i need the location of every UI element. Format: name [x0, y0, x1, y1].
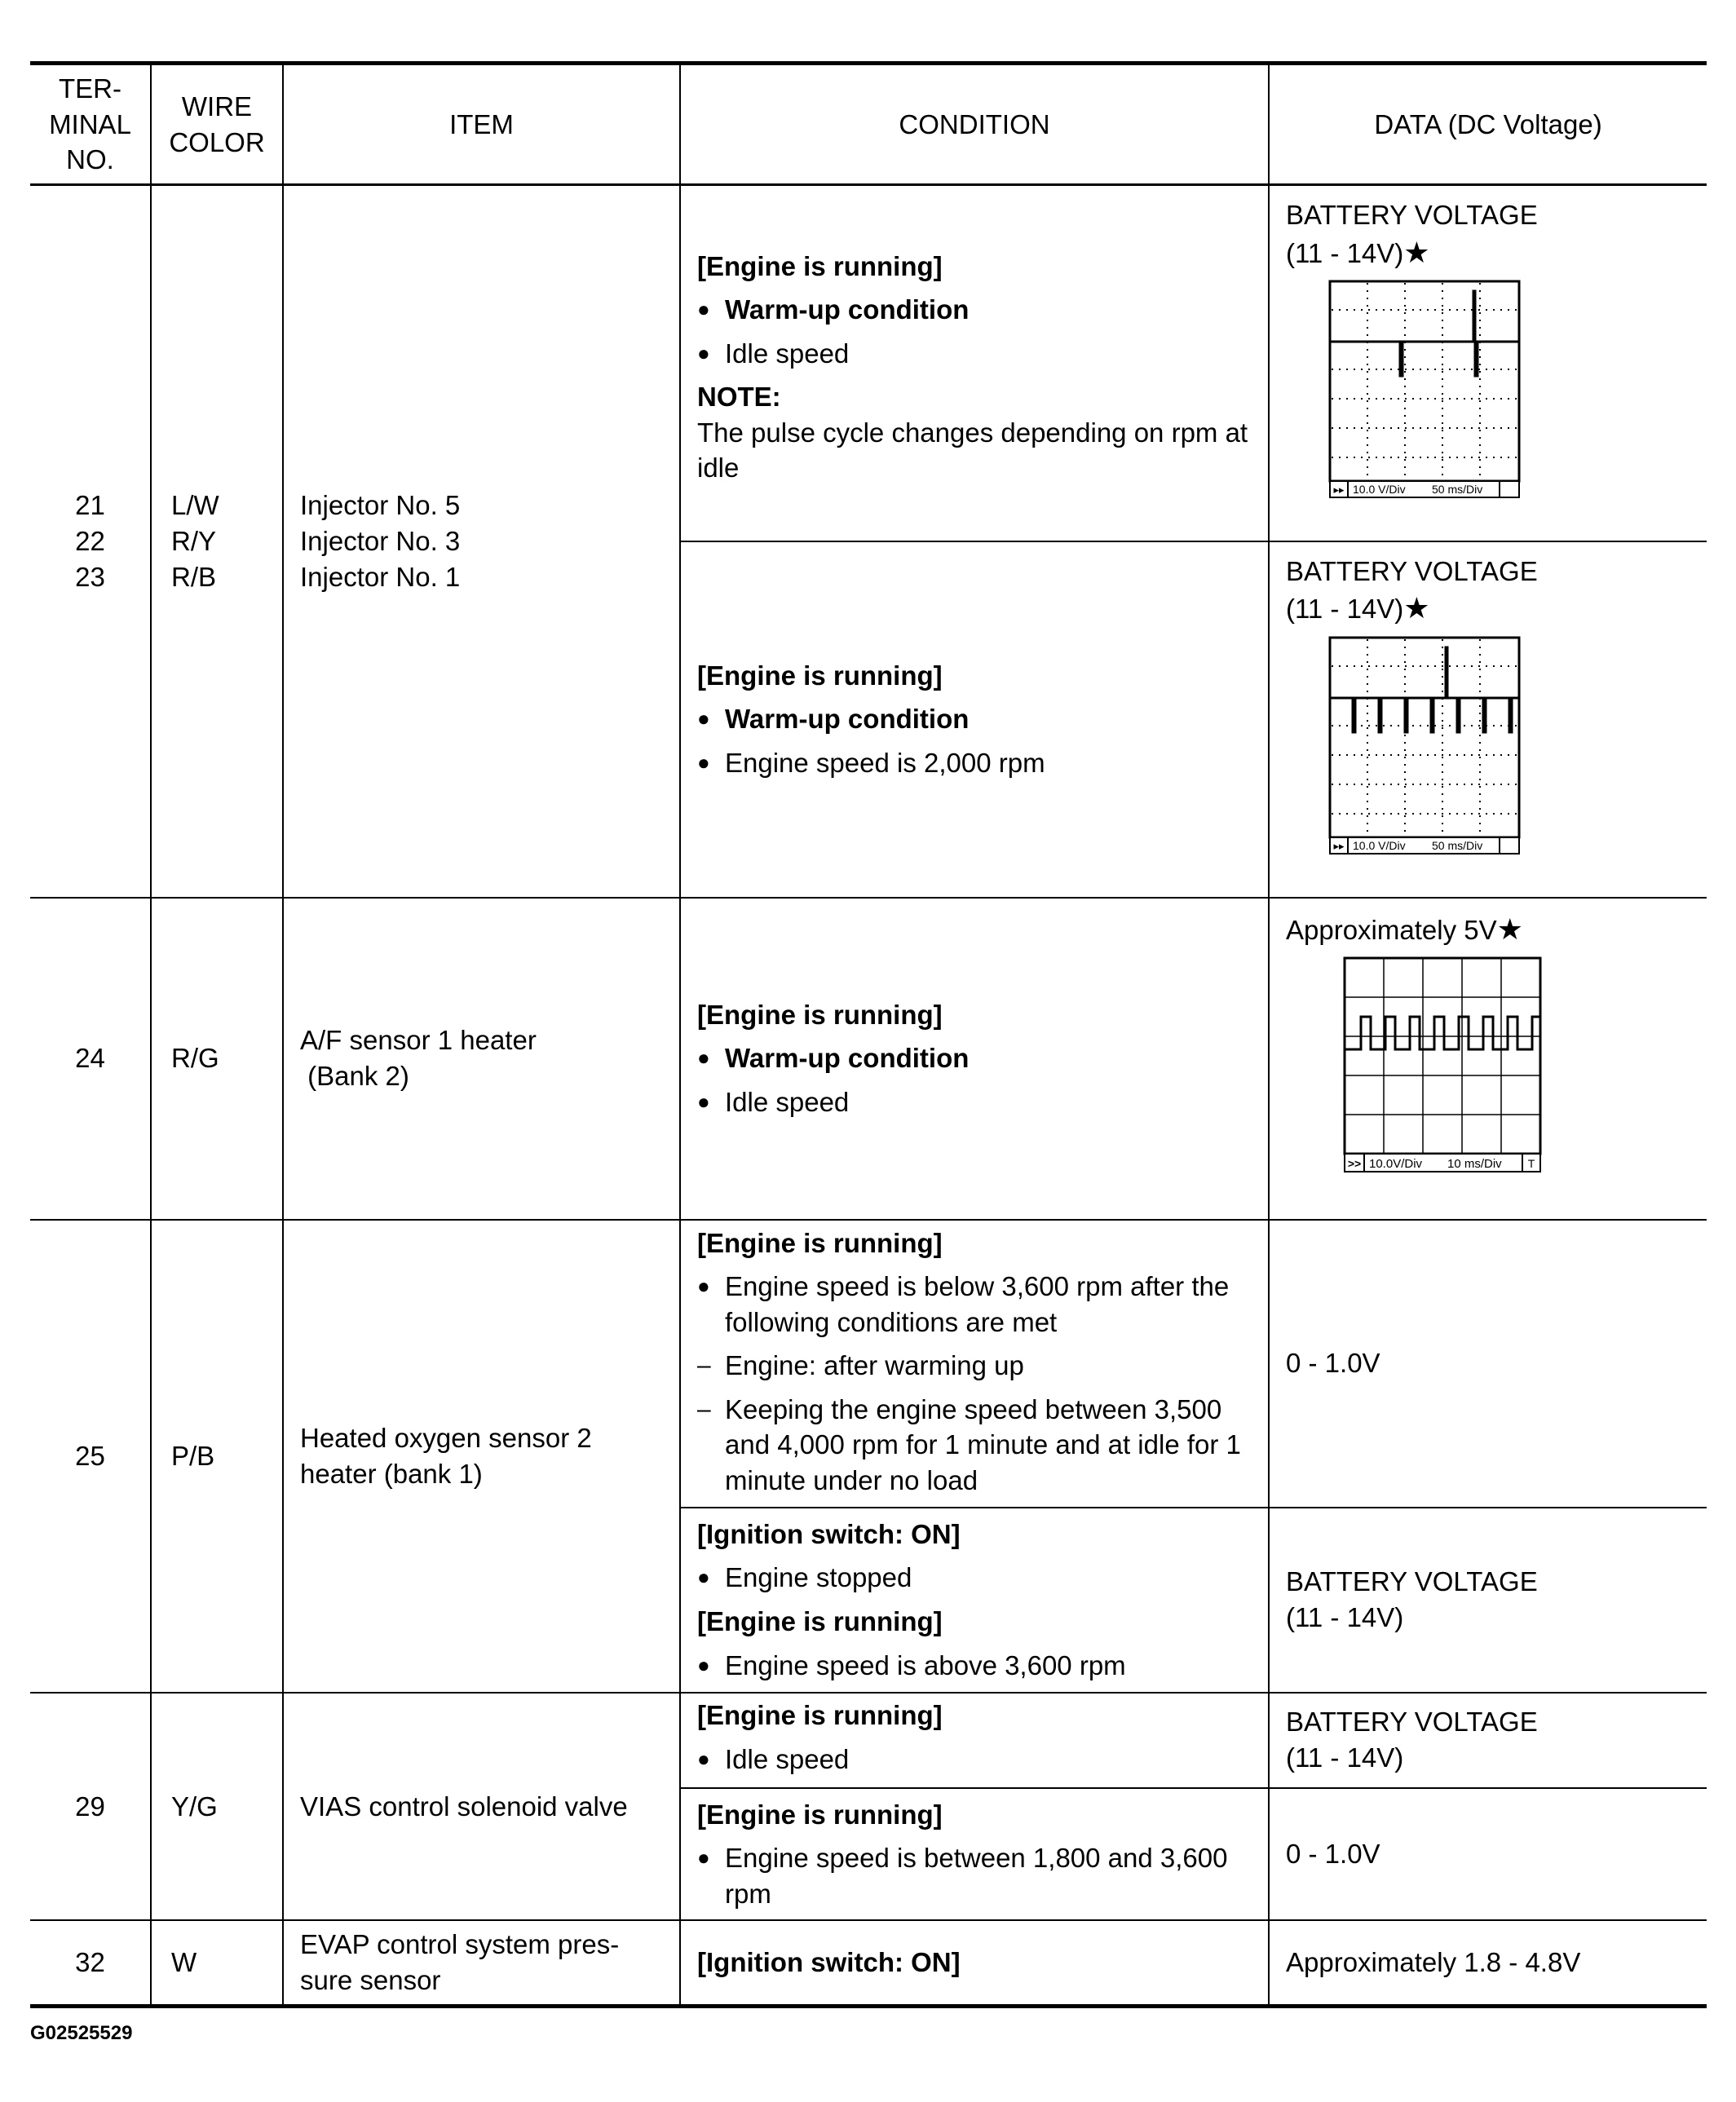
data-cell: BATTERY VOLTAGE (11 - 14V)★ ▸▸ 10.0 V/Div 50 ms/Div: [1269, 185, 1707, 541]
svg-text:▸▸: ▸▸: [1333, 484, 1345, 497]
condition-bullet: ● Idle speed: [697, 1084, 1252, 1120]
condition-cell: [680, 1508, 1269, 1693]
condition-cell: [680, 1920, 1269, 2006]
condition-cell: [680, 1693, 1269, 1788]
condition-bullet: ● Warm-up condition: [697, 701, 1252, 737]
wire-color-cell: W: [151, 1920, 283, 2006]
condition-bullet: ● Engine speed is 2,000 rpm: [697, 745, 1252, 781]
wire-color-cell: R/G: [151, 898, 283, 1220]
wire-color-cell: L/W R/Y R/B: [151, 185, 283, 898]
table-row: [30, 1693, 1707, 1788]
oscilloscope-waveform-2000rpm: [1328, 636, 1524, 856]
terminal-data-table-page: [30, 61, 1707, 2008]
condition-cell: [680, 185, 1269, 541]
condition-bullet: ● Engine speed is below 3,600 rpm after the following conditions are met: [697, 1269, 1252, 1340]
header-data: DATA (DC Voltage): [1269, 64, 1707, 185]
condition-bullet: ● Idle speed: [697, 336, 1252, 372]
data-cell: BATTERY VOLTAGE (11 - 14V)★ ▸▸ 10.0 V/Div 50 ms/Div: [1269, 541, 1707, 898]
svg-text:>>: >>: [1347, 1157, 1362, 1171]
table-header-row: [30, 64, 1707, 185]
condition-cell: [680, 541, 1269, 898]
scope-time-div: 50 ms/Div: [1432, 483, 1483, 497]
condition-heading: [Engine is running]: [697, 250, 943, 281]
terminal-cell: 29: [30, 1693, 151, 1921]
scope-volt-div: 10.0V/Div: [1369, 1157, 1423, 1172]
header-terminal-no: TER- MINAL NO.: [30, 64, 151, 185]
condition-cell: [680, 898, 1269, 1220]
condition-dash-item: – Engine: after warming up: [697, 1348, 1252, 1384]
star-icon: ★: [1403, 591, 1430, 625]
data-cell: Approximately 1.8 - 4.8V: [1269, 1920, 1707, 2006]
condition-heading: [Engine is running]: [697, 1700, 943, 1731]
figure-code: G02525529: [30, 2022, 133, 2044]
item-cell: Heated oxygen sensor 2 heater (bank 1): [283, 1220, 680, 1693]
header-wire-color: WIRE COLOR: [151, 64, 283, 185]
condition-bullet: ● Engine stopped: [697, 1560, 1252, 1596]
scope-volt-div: 10.0 V/Div: [1353, 838, 1406, 852]
terminal-cell: 32: [30, 1920, 151, 2006]
condition-bullet: ● Engine speed is between 1,800 and 3,600 rpm: [697, 1840, 1252, 1911]
condition-heading: [Ignition switch: ON]: [697, 1518, 961, 1549]
item-cell: EVAP control system pres- sure sensor: [283, 1920, 680, 2006]
condition-heading: [Engine is running]: [697, 1227, 943, 1258]
table-row: [30, 898, 1707, 1220]
header-item: ITEM: [283, 64, 680, 185]
svg-text:▸▸: ▸▸: [1333, 839, 1345, 852]
condition-cell: [680, 1788, 1269, 1921]
condition-bullet: ● Warm-up condition: [697, 1040, 1252, 1076]
condition-cell: [680, 1220, 1269, 1508]
scope-time-div: 50 ms/Div: [1432, 838, 1483, 852]
table-row: [30, 185, 1707, 541]
scope-volt-div: 10.0 V/Div: [1353, 483, 1406, 497]
condition-heading: [Engine is running]: [697, 999, 943, 1030]
data-cell: BATTERY VOLTAGE (11 - 14V): [1269, 1508, 1707, 1693]
note-text: The pulse cycle changes depending on rpm at idle: [697, 417, 1248, 484]
condition-heading: [Ignition switch: ON]: [697, 1947, 961, 1978]
table-row: [30, 1220, 1707, 1508]
terminal-cell: 24: [30, 898, 151, 1220]
data-cell: 0 - 1.0V: [1269, 1788, 1707, 1921]
item-cell: Injector No. 5 Injector No. 3 Injector No. 1: [283, 185, 680, 898]
wire-color-cell: P/B: [151, 1220, 283, 1693]
header-condition: CONDITION: [680, 64, 1269, 185]
terminal-cell: 25: [30, 1220, 151, 1693]
condition-dash-item: – Keeping the engine speed between 3,500 and 4,000 rpm for 1 minute and at idle for 1 minute under no load: [697, 1392, 1252, 1499]
data-cell: BATTERY VOLTAGE (11 - 14V): [1269, 1693, 1707, 1788]
note-heading: NOTE:: [697, 382, 781, 413]
item-cell: VIAS control solenoid valve: [283, 1693, 680, 1921]
condition-bullet: ● Engine speed is above 3,600 rpm: [697, 1648, 1252, 1684]
condition-heading: [Engine is running]: [697, 1799, 943, 1830]
star-icon: ★: [1496, 912, 1523, 946]
condition-bullet: ● Warm-up condition: [697, 292, 1252, 328]
condition-heading: [Engine is running]: [697, 660, 943, 691]
scope-trigger-label: T: [1527, 1157, 1535, 1171]
star-icon: ★: [1403, 235, 1430, 269]
table-row: [30, 1920, 1707, 2006]
data-cell: Approximately 5V★ >> 10.0V/Div 10 ms/Div T: [1269, 898, 1707, 1220]
wire-color-cell: Y/G: [151, 1693, 283, 1921]
data-cell: 0 - 1.0V: [1269, 1220, 1707, 1508]
item-cell: A/F sensor 1 heater (Bank 2): [283, 898, 680, 1220]
condition-heading: [Engine is running]: [697, 1606, 943, 1636]
oscilloscope-waveform-af-heater: [1343, 956, 1547, 1177]
scope-time-div: 10 ms/Div: [1447, 1157, 1502, 1172]
oscilloscope-waveform-idle: [1328, 280, 1524, 500]
condition-bullet: ● Idle speed: [697, 1742, 1252, 1777]
terminal-cell: 21 22 23: [30, 185, 151, 898]
terminal-data-table: [30, 61, 1707, 2008]
